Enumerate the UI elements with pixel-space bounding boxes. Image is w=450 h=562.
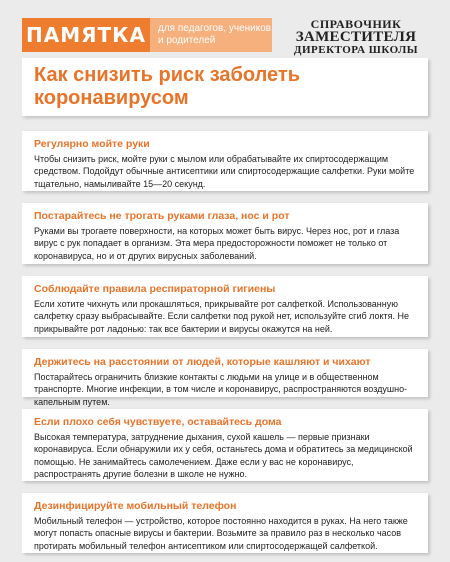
section-card <box>22 493 428 553</box>
section-heading: Дезинфицируйте мобильный телефон <box>34 500 237 512</box>
section-heading: Постарайтесь не трогать руками глаза, нос и рот <box>34 210 290 222</box>
section-card <box>22 131 428 191</box>
section-card <box>22 203 428 264</box>
title-card <box>22 58 428 116</box>
section-text: Постарайтесь ограничить близкие контакты с людьми на улице и в общественном транспорте. Многие инфекции, в том числе и коронавирус, распространяются воздушно-капельным путем. <box>34 372 408 407</box>
audience-label: для педагогов, учеников и родителей <box>150 18 272 52</box>
section-heading: Соблюдайте правила респираторной гигиены <box>34 283 276 295</box>
magazine-logo <box>276 18 436 57</box>
section-card <box>22 349 428 407</box>
section-heading: Если плохо себя чувствуете, оставайтесь дома <box>34 416 282 428</box>
magazine-line-1: СПРАВОЧНИК <box>310 17 402 31</box>
section-text: Если хотите чихнуть или прокашляться, прикрывайте рот салфеткой. Использованную салфетку сразу выбрасывайте. Если салфетки под рукой нет, используйте сгиб локтя. Не прикрывайте рот ладонью: так все бактерии и вирусы окажутся на ней. <box>34 299 410 334</box>
header <box>22 18 432 56</box>
section-text: Высокая температура, затруднение дыхания, сухой кашель — первые признаки коронавируса. Если обнаружили их у себя, останьтесь дома и обратитесь за медицинской помощью. Не занимайтесь самолечением. Даже если у вас не коронавирус, распространять другие болезни в школе не нужно. <box>34 432 413 480</box>
magazine-line-2: ЗАМЕСТИТЕЛЯ <box>295 29 417 45</box>
page-title: Как снизить риск заболеть коронавирусом <box>34 64 300 109</box>
section-card <box>22 409 428 481</box>
section-text: Чтобы снизить риск, мойте руки с мылом или обрабатывайте их спиртосодержащим средством. Подойдут обычные антисептики или спиртосодержащие салфетки. Руки мойте тщательно, намыливайте 15—20 секунд. <box>34 154 415 189</box>
section-text: Руками вы трогаете поверхности, на которых может быть вирус. Через нос, рот и глаза вирус с рук попадает в организм. Эта мера предосторожности поможет не только от коронавируса, но и от других вирусных заболеваний. <box>34 226 400 261</box>
memo-badge: ПАМЯТКА <box>22 18 150 52</box>
section-heading: Регулярно мойте руки <box>34 138 150 150</box>
section-text: Мобильный телефон — устройство, которое постоянно находится в руках. На него также могут попасть опасные вирусы и бактерии. Возьмите за правило раз в несколько часов протирать мобильный телефон антисептиком или спиртосодержащей салфеткой. <box>34 516 408 551</box>
section-card <box>22 276 428 337</box>
section-heading: Держитесь на расстоянии от людей, которые кашляют и чихают <box>34 356 371 368</box>
magazine-line-3: ДИРЕКТОРА ШКОЛЫ <box>293 44 419 56</box>
